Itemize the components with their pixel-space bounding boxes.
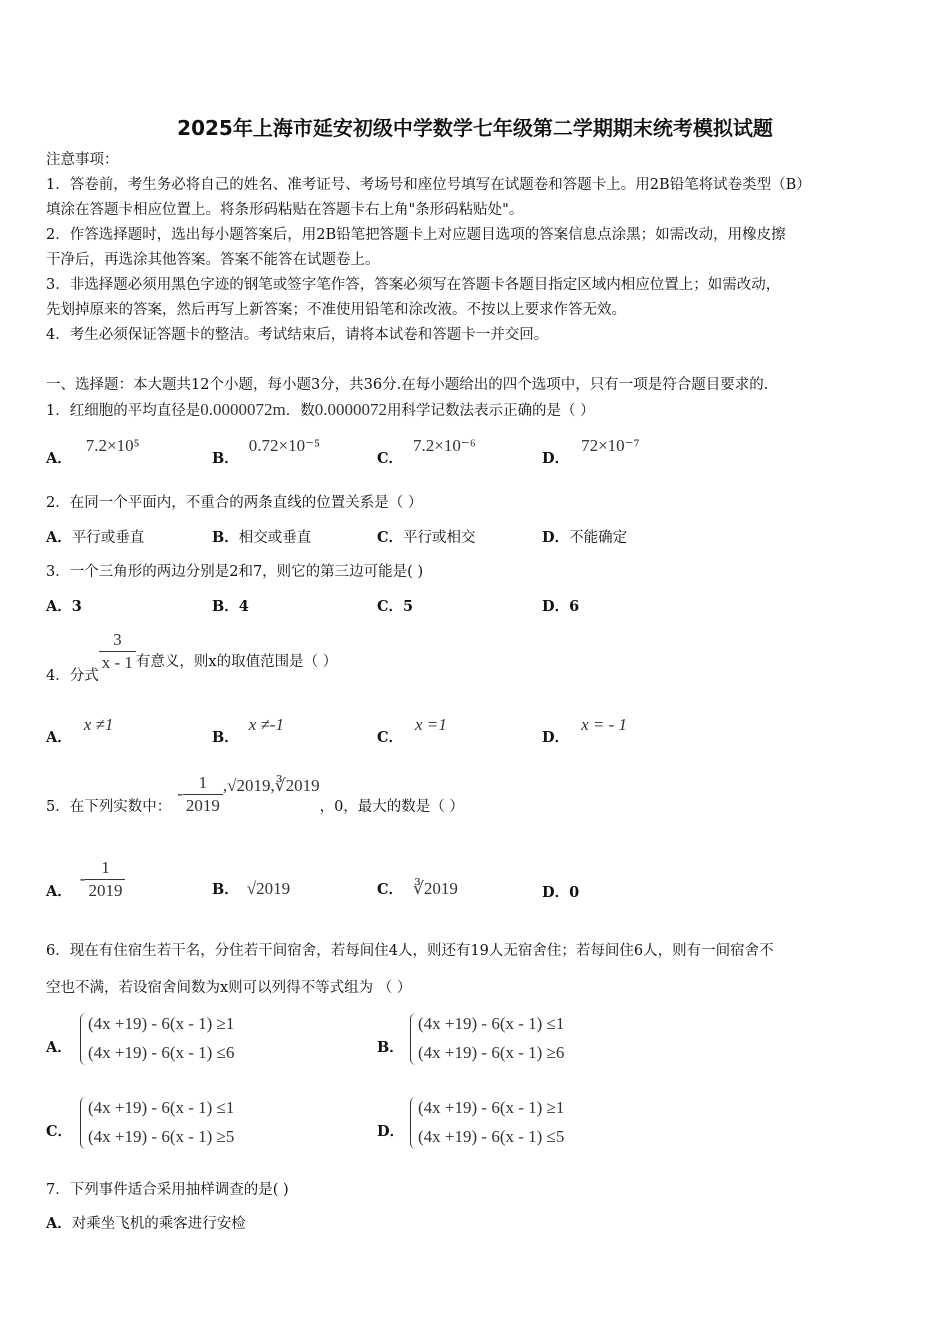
question-6: 6．现在有住宿生若干名，分住若干间宿舍，若每间住4人，则还有19人无宿舍住；若每间住6人，则有一间宿舍不 — [46, 943, 774, 959]
option-b: B．x ≠-1 — [212, 715, 285, 746]
option-a: A．7.2×10⁵ — [46, 436, 140, 467]
question-2: 2．在同一个平面内，不重合的两条直线的位置关系是（ ） — [46, 495, 423, 511]
option-d: D．72×10⁻⁷ — [542, 436, 640, 467]
math-expression: 0.0000072 — [314, 400, 387, 419]
inequality-system-b: (4x +19) - 6(x - 1) ≤1 (4x +19) - 6(x - 1) ≥6 — [418, 1014, 565, 1062]
notice-line: 3．非选择题必须用黑色字迹的钢笔或签字笔作答，答案必须写在答题卡各题目指定区域内相应位置上；如需改动， — [46, 277, 781, 293]
question-6-cont: 空也不满，若设宿舍间数为x则可以列得不等式组为 （ ） — [46, 980, 412, 996]
inequality-system-c: (4x +19) - 6(x - 1) ≤1 (4x +19) - 6(x - 1) ≥5 — [88, 1098, 235, 1146]
fraction: $\frac{3}{x - 1}$ — [99, 629, 136, 674]
option-a: A．平行或垂直 — [46, 529, 145, 546]
option-c: C． ∛2019 — [377, 879, 458, 898]
option-b: B． √2019 — [212, 879, 291, 898]
question-text: ．数 — [285, 403, 315, 419]
option-d: D． — [377, 1123, 405, 1140]
question-number: 1． — [46, 403, 70, 419]
notice-heading: 注意事项： — [46, 152, 119, 168]
question-7: 7．下列事件适合采用抽样调查的是( ) — [46, 1182, 289, 1198]
option-b: B．相交或垂直 — [212, 529, 312, 546]
page-title: 2025年上海市延安初级中学数学七年级第二学期期末统考模拟试题 — [177, 116, 773, 140]
option-a: A．- $\frac{1}{2019}$ — [46, 857, 125, 902]
option-b: B．4 — [212, 598, 249, 615]
option-c: C．5 — [377, 598, 414, 615]
notice-line: 1．答卷前，考生务必将自己的姓名、准考证号、考场号和座位号填写在试题卷和答题卡上。用2B铅笔将试卷类型（B） — [46, 177, 811, 193]
notice-line: 先划掉原来的答案，然后再写上新答案；不准使用铅笔和涂改液。不按以上要求作答无效。 — [46, 302, 626, 318]
inequality-system-a: (4x +19) - 6(x - 1) ≥1 (4x +19) - 6(x - 1) ≤6 — [88, 1014, 235, 1062]
option-d: D．6 — [542, 598, 580, 615]
option-c: C． — [46, 1123, 73, 1140]
option-d: D．x = - 1 — [542, 715, 628, 746]
option-c: C．7.2×10⁻⁶ — [377, 436, 476, 467]
notice-line: 干净后，再选涂其他答案。答案不能答在试题卷上。 — [46, 252, 380, 268]
question-5: 5．在下列实数中：- $\frac{1}{2019}$ ,√2019,∛2019，0，最大的数是（ ） — [46, 773, 464, 815]
section-heading: 一、选择题：本大题共12个小题，每小题3分，共36分.在每小题给出的四个选项中，只有一项是符合题目要求的. — [46, 377, 769, 393]
option-d: D．不能确定 — [542, 529, 628, 546]
option-a: A．x ≠1 — [46, 715, 114, 746]
question-4: 4．分式 $\frac{3}{x - 1}$ 有意义，则x的取值范围是（ ） — [46, 630, 338, 684]
fraction: $\frac{1}{2019}$ — [183, 772, 223, 817]
option-b: B． — [377, 1039, 404, 1056]
option-c: C．x =1 — [377, 715, 447, 746]
question-1 — [46, 397, 595, 424]
inequality-system-d: (4x +19) - 6(x - 1) ≥1 (4x +19) - 6(x - 1) ≤5 — [418, 1098, 565, 1146]
notice-line: 4．考生必须保证答题卡的整洁。考试结束后，请将本试卷和答题卡一并交回。 — [46, 327, 549, 343]
math-expression: 0.0000072m — [200, 400, 286, 419]
question-3: 3．一个三角形的两边分别是2和7，则它的第三边可能是( ) — [46, 564, 424, 580]
notice-line: 填涂在答题卡相应位置上。将条形码粘贴在答题卡右上角"条形码粘贴处"。 — [46, 202, 524, 218]
option-d: D．0 — [542, 884, 580, 901]
option-c: C．平行或相交 — [377, 529, 476, 546]
notice-line: 2．作答选择题时，选出每小题答案后，用2B铅笔把答题卡上对应题目选项的答案信息点涂黑；如需改动，用橡皮擦 — [46, 227, 786, 243]
question-text: 用科学记数法表示正确的是（ ） — [386, 403, 595, 419]
option-a: A． — [46, 1039, 72, 1056]
option-b: B．0.72×10⁻⁵ — [212, 436, 321, 467]
option-a: A．对乘坐飞机的乘客进行安检 — [46, 1215, 246, 1232]
question-text: 红细胞的平均直径是 — [69, 403, 201, 419]
option-a: A．3 — [46, 598, 82, 615]
